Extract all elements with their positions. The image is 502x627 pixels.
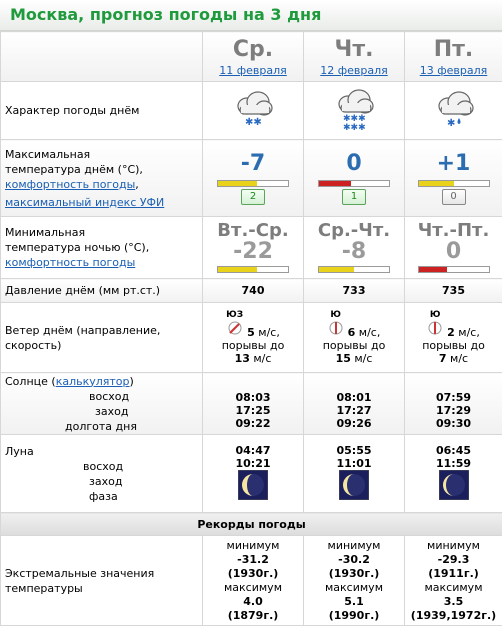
moonrise-time: 04:47 bbox=[235, 444, 271, 457]
comfort-bar bbox=[318, 180, 390, 187]
max-temp-row: Максимальная температура днём (°С), комфортность погоды, максимальный индекс УФИ -7 2 0 1 +1 0 bbox=[1, 140, 502, 217]
record-max-year: (1879г.) bbox=[227, 608, 279, 622]
record-max-label: максимум bbox=[224, 580, 282, 594]
night-period: Вт.-Ср. bbox=[217, 219, 289, 241]
record-max-value: 4.0 bbox=[243, 594, 263, 608]
moonset-time: 10:21 bbox=[235, 457, 271, 470]
snow-cloud-icon bbox=[230, 86, 276, 132]
moon-row bbox=[1, 435, 502, 513]
page-title: Москва, прогноз погоды на 3 дня bbox=[0, 0, 502, 31]
day-date-link[interactable]: 13 февраля bbox=[419, 64, 488, 77]
wind-gust: 15 bbox=[335, 352, 351, 365]
sunset-label: заход bbox=[95, 404, 129, 418]
comfort-bar-fill bbox=[218, 181, 257, 186]
sunrise-label: восход bbox=[89, 389, 130, 403]
moon-phase-icon bbox=[439, 470, 469, 500]
day-header bbox=[304, 32, 405, 82]
day-header bbox=[405, 32, 502, 82]
pressure-value: 740 bbox=[203, 279, 304, 303]
night-comfort-bar bbox=[318, 266, 390, 273]
pressure-row bbox=[1, 279, 502, 303]
record-max-year: (1990г.) bbox=[328, 608, 380, 622]
pressure-value: 733 bbox=[304, 279, 405, 303]
day-name: Ср. bbox=[232, 37, 274, 62]
record-min-year: (1930г.) bbox=[328, 566, 380, 580]
pressure-label: Давление днём (мм рт.ст.) bbox=[1, 279, 203, 303]
wind-speed: 2 bbox=[447, 326, 455, 339]
daylength-label: долгота дня bbox=[65, 419, 137, 433]
record-max-value: 3.5 bbox=[443, 594, 464, 608]
uv-index-badge: 0 bbox=[442, 189, 466, 205]
wind-gust-unit: м/с bbox=[354, 352, 373, 365]
day-header bbox=[203, 32, 304, 82]
sunrise-time: 08:03 bbox=[235, 390, 271, 404]
wind-row bbox=[1, 303, 502, 373]
moon-phase-label: фаза bbox=[89, 489, 118, 503]
wind-gust-label: порывы до bbox=[322, 339, 386, 352]
record-max-year: (1939,1972г.) bbox=[410, 608, 497, 622]
svg-text:✱: ✱ bbox=[446, 118, 455, 129]
day-header-row bbox=[1, 32, 502, 82]
sunrise-time: 08:01 bbox=[336, 390, 372, 404]
wind-unit: м/с, bbox=[458, 326, 480, 339]
svg-text:✱✱: ✱✱ bbox=[245, 117, 262, 128]
min-temp-value: -22 bbox=[233, 238, 273, 264]
daylength-value: 09:30 bbox=[435, 416, 471, 430]
night-comfort-bar-fill bbox=[319, 267, 354, 272]
sun-calculator-link[interactable]: калькулятор bbox=[55, 374, 130, 388]
wind-gust-label: порывы до bbox=[422, 339, 485, 352]
moon-phase-icon bbox=[339, 470, 369, 500]
uv-index-badge: 2 bbox=[241, 189, 265, 205]
night-period: Ср.-Чт. bbox=[317, 219, 391, 241]
max-temp-label-2: температура днём (°С), bbox=[5, 162, 143, 176]
record-min-label: минимум bbox=[327, 538, 381, 552]
night-comfort-bar bbox=[217, 266, 289, 273]
daylength-value: 09:26 bbox=[336, 416, 372, 430]
wind-label: Ветер днём (направление, скорость) bbox=[1, 303, 203, 373]
sun-label: Солнце ( bbox=[5, 374, 56, 388]
wind-gust-label: порывы до bbox=[221, 339, 285, 352]
comfort-link[interactable]: комфортность погоды bbox=[5, 177, 136, 191]
weather-row bbox=[1, 82, 502, 140]
record-min-value: -29.3 bbox=[437, 552, 470, 566]
records-row bbox=[1, 536, 502, 626]
record-min-value: -30.2 bbox=[338, 552, 370, 566]
night-comfort-link[interactable]: комфортность погоды bbox=[5, 256, 136, 269]
day-date-link[interactable]: 11 февраля bbox=[219, 64, 287, 77]
moonrise-label: восход bbox=[83, 459, 124, 473]
min-temp-value: 0 bbox=[445, 238, 462, 264]
wind-speed: 6 bbox=[347, 326, 356, 339]
wind-gust: 13 bbox=[234, 352, 250, 365]
min-temp-row bbox=[1, 217, 502, 279]
record-min-value: -31.2 bbox=[237, 552, 269, 566]
snow-cloud-icon bbox=[331, 86, 377, 132]
wind-gust-unit: м/с bbox=[253, 352, 272, 365]
wind-gust-unit: м/с bbox=[450, 352, 469, 365]
forecast-table bbox=[0, 31, 502, 626]
day-date-link[interactable]: 12 февраля bbox=[320, 64, 388, 77]
uv-index-link[interactable]: максимальный индекс УФИ bbox=[5, 195, 165, 209]
moonset-time: 11:01 bbox=[336, 457, 372, 470]
moonset-label: заход bbox=[89, 474, 123, 488]
extreme-label: Экстремальные значения температуры bbox=[1, 536, 203, 626]
night-period: Чт.-Пт. bbox=[417, 219, 490, 241]
moon-phase-icon bbox=[238, 470, 268, 500]
min-temp-value: -8 bbox=[341, 238, 367, 264]
wind-unit: м/с, bbox=[258, 326, 280, 339]
comfort-bar bbox=[217, 180, 289, 187]
sunset-time: 17:27 bbox=[336, 403, 372, 417]
record-max-label: максимум bbox=[424, 580, 483, 594]
header-empty-cell bbox=[1, 32, 203, 82]
wind-arrow-icon bbox=[328, 320, 344, 336]
sunset-time: 17:25 bbox=[235, 403, 271, 417]
night-comfort-bar bbox=[418, 266, 490, 273]
max-temp-value: +1 bbox=[436, 151, 471, 176]
moonrise-time: 05:55 bbox=[336, 444, 372, 457]
comfort-bar bbox=[418, 180, 490, 187]
moonset-time: 11:59 bbox=[435, 457, 471, 470]
moonrise-time: 06:45 bbox=[435, 444, 471, 457]
wind-direction: ЮЗ bbox=[226, 310, 244, 320]
wind-unit: м/с, bbox=[358, 326, 381, 339]
min-temp-label-1: Минимальная bbox=[5, 226, 86, 239]
uv-index-badge: 1 bbox=[342, 189, 366, 205]
snow-rain-cloud-icon bbox=[431, 86, 477, 132]
wind-speed: 5 bbox=[247, 326, 255, 339]
day-name: Пт. bbox=[433, 37, 474, 62]
moon-label: Луна bbox=[5, 444, 34, 458]
wind-arrow-icon bbox=[227, 320, 243, 336]
wind-direction: Ю bbox=[330, 310, 341, 320]
daylength-value: 09:22 bbox=[235, 416, 271, 430]
record-min-label: минимум bbox=[427, 538, 480, 552]
comfort-bar-fill bbox=[319, 181, 351, 186]
svg-text:✱✱✱: ✱✱✱ bbox=[343, 123, 366, 132]
sunrise-time: 07:59 bbox=[435, 390, 471, 404]
record-min-label: минимум bbox=[226, 538, 280, 552]
day-name: Чт. bbox=[334, 37, 374, 62]
sun-row: Солнце (калькулятор) восход заход долгота дня 08:03 17:25 09:22 08:01 17:27 09:26 07:59 17:29 09:30 bbox=[1, 373, 502, 435]
sunset-time: 17:29 bbox=[435, 403, 471, 417]
pressure-value: 735 bbox=[405, 279, 502, 303]
svg-text:✱✱✱: ✱✱✱ bbox=[343, 114, 366, 124]
wind-gust: 7 bbox=[438, 352, 447, 365]
weather-label: Характер погоды днём bbox=[1, 82, 203, 140]
record-min-year: (1930г.) bbox=[227, 566, 279, 580]
max-temp-label-1: Максимальная bbox=[5, 147, 91, 161]
wind-direction: Ю bbox=[429, 310, 441, 320]
record-max-label: максимум bbox=[325, 580, 383, 594]
night-comfort-bar-fill bbox=[218, 267, 257, 272]
records-header: Рекорды погоды bbox=[1, 513, 502, 536]
record-min-year: (1911г.) bbox=[428, 566, 479, 580]
max-temp-value: -7 bbox=[240, 151, 266, 176]
min-temp-label-2: температура ночью (°С), bbox=[5, 241, 150, 254]
max-temp-value: 0 bbox=[346, 151, 362, 176]
record-max-value: 5.1 bbox=[344, 594, 364, 608]
night-comfort-bar-fill bbox=[419, 267, 447, 272]
records-header-row bbox=[1, 513, 502, 536]
wind-arrow-icon bbox=[427, 320, 443, 336]
comfort-bar-fill bbox=[419, 181, 454, 186]
